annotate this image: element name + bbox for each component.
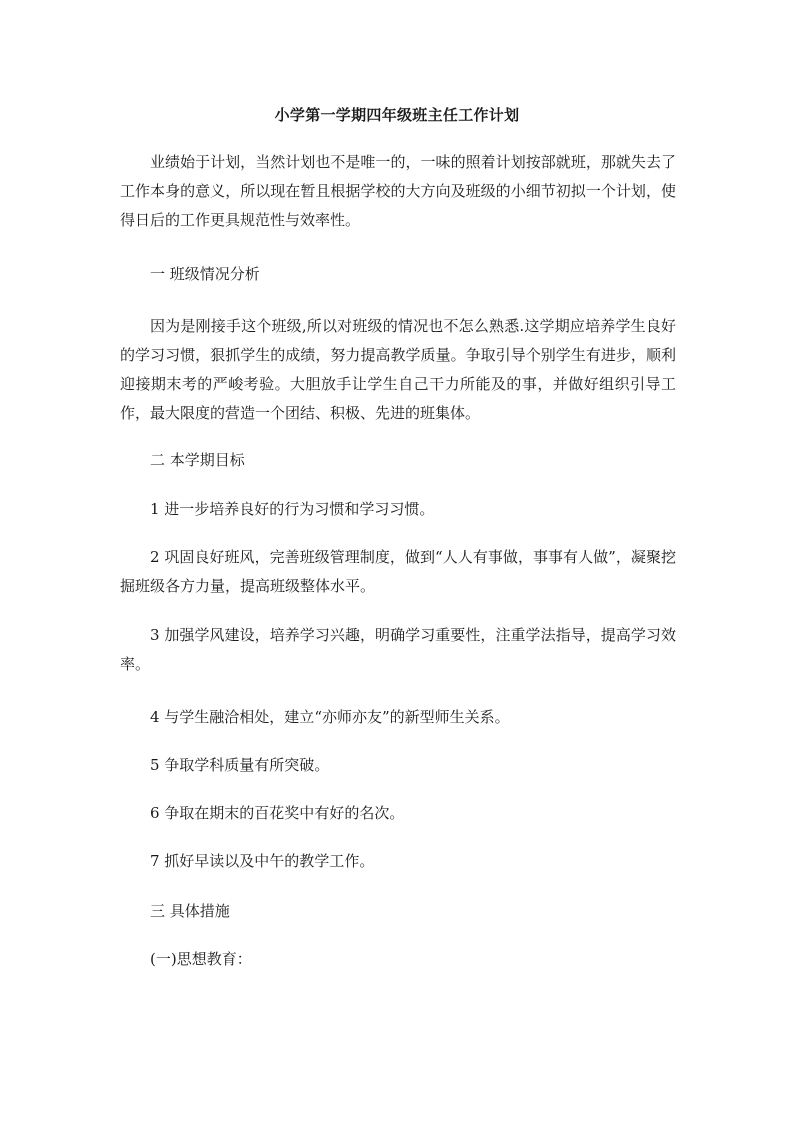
goal-item-3: 3 加强学风建设，培养学习兴趣，明确学习重要性，注重学法指导，提高学习效率。 bbox=[120, 626, 676, 673]
goal-item-4: 4 与学生融洽相处，建立“亦师亦友”的新型师生关系。 bbox=[150, 708, 510, 726]
goal-item-7: 7 抓好早读以及中午的教学工作。 bbox=[150, 852, 375, 870]
section-heading-measures: 三 具体措施 bbox=[150, 902, 230, 920]
section-heading-semester-goals: 二 本学期目标 bbox=[150, 451, 245, 469]
goal-item-5: 5 争取学科质量有所突破。 bbox=[150, 756, 330, 774]
subsection-heading-ideological-education: (一)思想教育： bbox=[150, 950, 252, 968]
goal-item-1: 1 进一步培养良好的行为习惯和学习习惯。 bbox=[150, 500, 435, 518]
document-title: 小学第一学期四年级班主任工作计划 bbox=[274, 106, 520, 124]
intro-paragraph: 业绩始于计划，当然计划也不是唯一的，一味的照着计划按部就班，那就失去了工作本身的意义，所以现在暂且根据学校的大方向及班级的小细节初拟一个计划，使得日后的工作更具规范性与效率性。 bbox=[120, 153, 676, 229]
class-analysis-paragraph: 因为是刚接手这个班级,所以对班级的情况也不怎么熟悉.这学期应培养学生良好的学习习惯，狠抓学生的成绩，努力提高教学质量。争取引导个别学生有进步，顺利迎接期末考的严峻考验。大胆放手让学生自己干力所能及的事，并做好组织引导工作，最大限度的营造一个团结、积极、先进的班集体。 bbox=[120, 317, 676, 422]
goal-item-2: 2 巩固良好班风，完善班级管理制度，做到“人人有事做，事事有人做”，凝聚挖掘班级各方力量，提高班级整体水平。 bbox=[120, 548, 676, 595]
goal-item-6: 6 争取在期末的百花奖中有好的名次。 bbox=[150, 804, 405, 822]
section-heading-class-analysis: 一 班级情况分析 bbox=[150, 265, 260, 283]
